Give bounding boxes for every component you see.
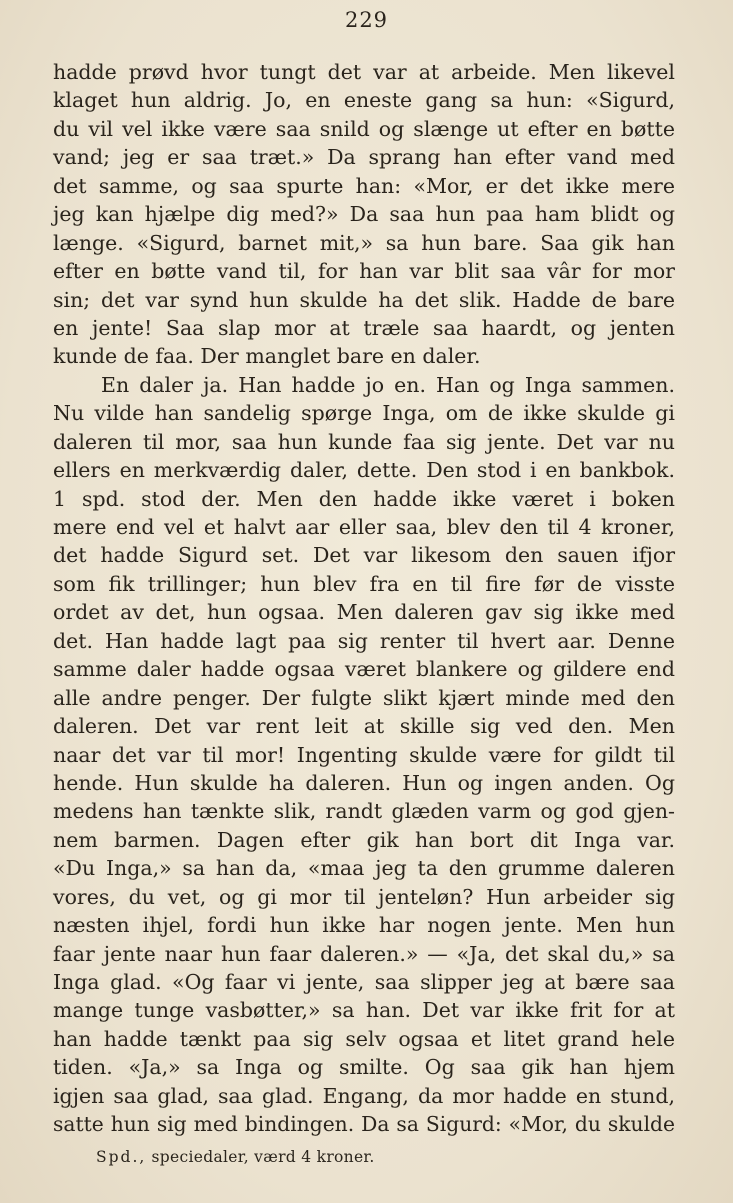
text-line: ellers en merkværdig daler, dette. Den stod i en bankbok.: [53, 458, 675, 483]
text-line: kunde de faa. Der manglet bare en daler.: [53, 344, 481, 369]
text-line: 1 spd. stod der. Men den hadde ikke været i boken: [53, 486, 675, 511]
text-line: hende. Hun skulde ha daleren. Hun og ingen anden. Og: [53, 770, 675, 795]
text-line: nem barmen. Dagen efter gik han bort dit Inga var.: [53, 827, 675, 852]
text-line: hadde prøvd hvor tungt det var at arbeide. Men likevel: [53, 60, 675, 84]
text-line: daleren. Det var rent leit at skille sig ved den. Men: [53, 714, 675, 739]
text-line: du vil vel ikke være saa snild og slænge ut efter en bøtte: [53, 116, 675, 141]
text-line: næsten ihjel, fordi hun ikke har nogen jente. Men hun: [53, 913, 675, 938]
text-line: «Du Inga,» sa han da, «maa jeg ta den grumme daleren: [53, 856, 675, 881]
text-line: igjen saa glad, saa glad. Engang, da mor hadde en stund,: [53, 1083, 675, 1108]
footnote-abbreviation: Spd.,: [96, 1148, 147, 1166]
text-line: en jente! Saa slap mor at træle saa haardt, og jenten: [53, 315, 675, 340]
text-line: Nu vilde han sandelig spørge Inga, om de ikke skulde gi: [53, 401, 675, 426]
text-line: mange tunge vasbøtter,» sa han. Det var ikke frit for at: [53, 998, 675, 1023]
text-line: satte hun sig med bindingen. Da sa Sigurd: «Mor, du skulde: [53, 1112, 675, 1137]
text-line: daleren til mor, saa hun kunde faa sig jente. Det var nu: [53, 429, 675, 454]
text-line: alle andre penger. Der fulgte slikt kjært minde med den: [53, 685, 675, 710]
footnote-text: speciedaler, værd 4 kroner.: [146, 1148, 375, 1166]
text-line: samme daler hadde ogsaa været blankere og gildere end: [53, 657, 675, 682]
text-line: længe. «Sigurd, barnet mit,» sa hun bare. Saa gik han: [53, 230, 675, 255]
body-text: [53, 58, 675, 1139]
text-line: han hadde tænkt paa sig selv ogsaa et litet grand hele: [53, 1026, 675, 1051]
text-line: Inga glad. «Og faar vi jente, saa slipper jeg at bære saa: [53, 970, 675, 994]
text-line: det hadde Sigurd set. Det var likesom den sauen ifjor: [53, 543, 675, 568]
text-line: vand; jeg er saa træt.» Da sprang han efter vand med: [53, 145, 675, 170]
text-line: naar det var til mor! Ingenting skulde være for gildt til: [53, 742, 675, 767]
text-line: jeg kan hjælpe dig med?» Da saa hun paa ham blidt og: [53, 202, 675, 227]
footnote: [96, 1148, 375, 1166]
text-line: det samme, og saa spurte han: «Mor, er det ikke mere: [53, 173, 675, 198]
text-line: tiden. «Ja,» sa Inga og smilte. Og saa gik han hjem: [53, 1055, 675, 1080]
text-line: ordet av det, hun ogsaa. Men daleren gav sig ikke med: [53, 600, 675, 625]
text-line: faar jente naar hun faar daleren.» — «Ja, det skal du,» sa: [53, 941, 675, 966]
text-line: efter en bøtte vand til, for han var blit saa vâr for mor: [53, 259, 675, 284]
text-line: klaget hun aldrig. Jo, en eneste gang sa hun: «Sigurd,: [53, 88, 675, 113]
page-number: 229: [344, 8, 389, 32]
text-line: En daler ja. Han hadde jo en. Han og Inga sammen.: [101, 372, 675, 397]
text-line: det. Han hadde lagt paa sig renter til hvert aar. Denne: [53, 628, 675, 653]
text-line: vores, du vet, og gi mor til jenteløn? Hun arbeider sig: [53, 884, 675, 909]
text-line: sin; det var synd hun skulde ha det slik. Hadde de bare: [53, 287, 675, 312]
text-line: medens han tænkte slik, randt glæden varm og god gjen-: [53, 799, 675, 824]
text-line: som fik trillinger; hun blev fra en til fire før de visste: [53, 571, 675, 596]
text-line: mere end vel et halvt aar eller saa, blev den til 4 kroner,: [53, 515, 675, 539]
